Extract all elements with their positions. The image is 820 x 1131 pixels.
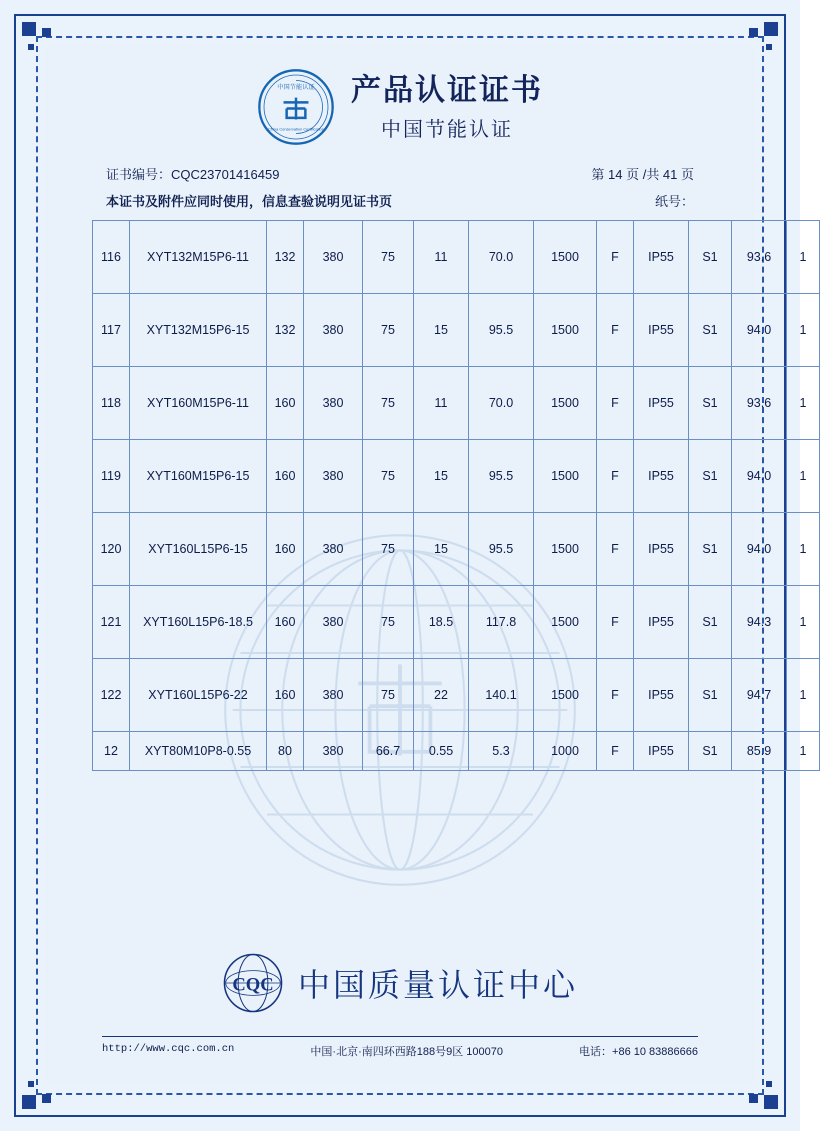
cell-speed: 1500 [534,586,597,659]
certificate-number-value: CQC23701416459 [171,167,280,182]
page-indicator: 第 14 页 /共 41 页 [591,167,694,182]
cell-speed: 1500 [534,513,597,586]
cell-voltage: 380 [304,659,363,732]
cell-model: XYT160M15P6-15 [130,440,267,513]
cell-no: 117 [93,294,130,367]
cell-current: 70.0 [469,367,534,440]
cell-power: 15 [414,294,469,367]
header-title-group [351,73,543,142]
cell-speed: 1500 [534,440,597,513]
table-row [93,440,820,513]
cell-frequency: 75 [363,586,414,659]
cqc-logo-icon [222,952,284,1014]
cell-no: 118 [93,367,130,440]
cell-frame: 132 [267,294,304,367]
footer-website-link[interactable]: http://www.cqc.com.cn [102,1043,235,1055]
cell-duty: S1 [689,586,732,659]
cell-protection: IP55 [634,440,689,513]
cell-insulation: F [597,294,634,367]
cell-frame: 80 [267,732,304,771]
cell-grade: 1 [787,367,820,440]
cell-speed: 1000 [534,732,597,771]
cell-duty: S1 [689,732,732,771]
cell-grade: 1 [787,513,820,586]
cell-model: XYT132M15P6-15 [130,294,267,367]
cell-current: 70.0 [469,221,534,294]
certificate-number [106,164,279,183]
cell-frequency: 75 [363,294,414,367]
cell-frequency: 75 [363,367,414,440]
certificate-footer [46,952,754,1059]
cell-grade: 1 [787,294,820,367]
cell-insulation: F [597,440,634,513]
table-row [93,221,820,294]
cell-duty: S1 [689,294,732,367]
table-row [93,659,820,732]
table-row [93,367,820,440]
page-title: 产品认证证书 [351,73,543,107]
cell-protection: IP55 [634,367,689,440]
table-row [93,732,820,771]
cell-no: 116 [93,221,130,294]
cell-efficiency: 94.0 [732,513,787,586]
cell-model: XYT160L15P6-15 [130,513,267,586]
cell-frame: 160 [267,659,304,732]
cell-duty: S1 [689,513,732,586]
cell-efficiency: 93.6 [732,367,787,440]
product-model-table [92,220,820,771]
cell-protection: IP55 [634,294,689,367]
cell-frame: 160 [267,513,304,586]
cell-power: 15 [414,440,469,513]
page-subtitle: 中国节能认证 [381,118,513,141]
svg-text:China Conservation Certificati: China Conservation Certification [268,126,324,132]
cell-efficiency: 85.9 [732,732,787,771]
cell-efficiency: 93.6 [732,221,787,294]
paper-number-label: 纸号： [654,194,694,209]
certificate-number-label: 证书编号： [106,167,172,182]
cell-power: 11 [414,367,469,440]
cell-frame: 160 [267,440,304,513]
table-row [93,513,820,586]
cell-power: 22 [414,659,469,732]
cell-model: XYT160L15P6-22 [130,659,267,732]
cell-power: 18.5 [414,586,469,659]
cell-frame: 160 [267,367,304,440]
cell-insulation: F [597,513,634,586]
certificate-content [46,46,807,1085]
cell-grade: 1 [787,659,820,732]
cell-grade: 1 [787,440,820,513]
cell-model: XYT160L15P6-18.5 [130,586,267,659]
footer-phone: 电话：+86 10 83886666 [579,1046,698,1058]
cell-grade: 1 [787,221,820,294]
footer-logo-row [46,952,754,1014]
cell-efficiency: 94.0 [732,294,787,367]
cell-voltage: 380 [304,367,363,440]
cell-current: 5.3 [469,732,534,771]
certificate-meta [106,164,694,210]
cell-no: 120 [93,513,130,586]
cell-protection: IP55 [634,586,689,659]
cell-insulation: F [597,367,634,440]
cell-efficiency: 94.7 [732,659,787,732]
cell-protection: IP55 [634,659,689,732]
table-row [93,294,820,367]
cell-insulation: F [597,221,634,294]
footer-divider [102,1036,698,1037]
cnca-energy-seal-icon [257,68,335,146]
cell-no: 12 [93,732,130,771]
footer-address: 中国·北京·南四环西路188号9区 100070 [310,1046,503,1058]
cell-power: 11 [414,221,469,294]
cell-no: 122 [93,659,130,732]
cell-voltage: 380 [304,586,363,659]
cell-voltage: 380 [304,294,363,367]
cell-current: 95.5 [469,513,534,586]
cell-insulation: F [597,659,634,732]
cell-current: 140.1 [469,659,534,732]
cell-speed: 1500 [534,367,597,440]
usage-notice: 本证书及附件应同时使用，信息查验说明见证书页 [106,194,393,209]
cell-power: 15 [414,513,469,586]
cell-model: XYT80M10P8-0.55 [130,732,267,771]
cell-voltage: 380 [304,440,363,513]
cell-model: XYT132M15P6-11 [130,221,267,294]
cell-frequency: 75 [363,440,414,513]
cell-current: 95.5 [469,440,534,513]
cell-voltage: 380 [304,732,363,771]
cell-efficiency: 94.0 [732,440,787,513]
table-row [93,586,820,659]
cell-speed: 1500 [534,659,597,732]
cell-voltage: 380 [304,221,363,294]
cell-protection: IP55 [634,221,689,294]
meta-row-certificate-number [106,164,694,183]
cell-frequency: 66.7 [363,732,414,771]
cell-protection: IP55 [634,513,689,586]
cell-current: 117.8 [469,586,534,659]
cell-duty: S1 [689,221,732,294]
table-body [93,221,820,771]
cell-grade: 1 [787,732,820,771]
cell-no: 119 [93,440,130,513]
cell-current: 95.5 [469,294,534,367]
cell-frequency: 75 [363,659,414,732]
cell-insulation: F [597,586,634,659]
cell-frequency: 75 [363,221,414,294]
cell-frame: 132 [267,221,304,294]
cell-grade: 1 [787,586,820,659]
cell-duty: S1 [689,659,732,732]
cell-frame: 160 [267,586,304,659]
cell-voltage: 380 [304,513,363,586]
certificate-header [46,46,754,146]
svg-text:CQC: CQC [232,974,274,996]
cell-speed: 1500 [534,221,597,294]
cell-speed: 1500 [534,294,597,367]
footer-info-row [102,1043,698,1059]
cell-protection: IP55 [634,732,689,771]
cell-duty: S1 [689,440,732,513]
cell-insulation: F [597,732,634,771]
model-table-wrapper [92,220,807,771]
cell-no: 121 [93,586,130,659]
organization-name: 中国质量认证中心 [297,967,578,1003]
svg-text:中国节能认证: 中国节能认证 [277,84,315,92]
cell-efficiency: 94.3 [732,586,787,659]
cell-power: 0.55 [414,732,469,771]
cell-model: XYT160M15P6-11 [130,367,267,440]
cell-frequency: 75 [363,513,414,586]
meta-row-notice [106,191,694,210]
cell-duty: S1 [689,367,732,440]
